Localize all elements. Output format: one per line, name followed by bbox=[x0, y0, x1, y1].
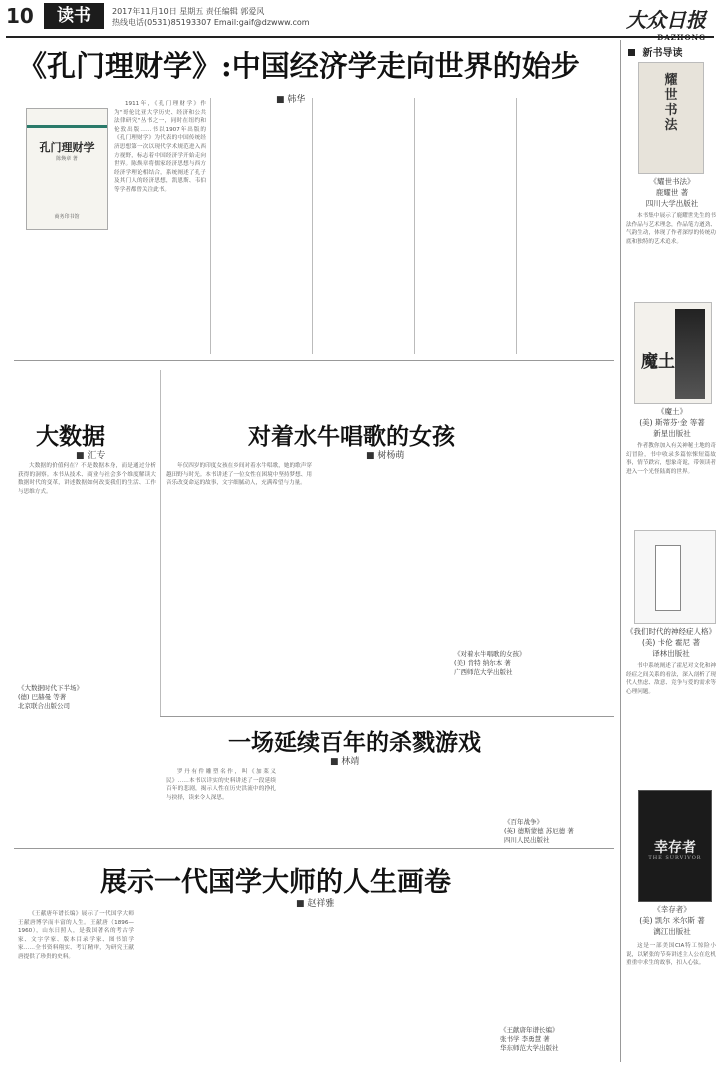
cover-publisher: 商务印书馆 bbox=[54, 214, 80, 220]
book-title: 《我们时代的神经症人格》 bbox=[626, 627, 716, 636]
article1-col-4 bbox=[420, 100, 512, 354]
book-publisher: 四川大学出版社 bbox=[645, 199, 699, 208]
article5-col-4 bbox=[372, 910, 482, 1060]
book-author: 张书学 李勇慧 著 bbox=[500, 1035, 550, 1043]
page-header bbox=[0, 0, 720, 38]
sidebar-book-4-cover bbox=[638, 790, 712, 902]
article5-col-5 bbox=[488, 910, 614, 1030]
article2-headline: 大数据 bbox=[36, 423, 105, 450]
book-publisher: 译林出版社 bbox=[652, 649, 690, 658]
article1-col-0 bbox=[20, 238, 108, 354]
article5-col-2 bbox=[140, 910, 250, 1060]
blurb-text: 书中系统阐述了霍尼对文化和神经症之间关系的看法，深入剖析了现代人焦虑、敌意、竞争与爱的需求等心理问题。 bbox=[626, 663, 716, 695]
article4-col-2 bbox=[282, 768, 388, 832]
article5-col-1 bbox=[18, 910, 134, 1060]
book-title: 《幸存者》 bbox=[653, 905, 691, 914]
sidebar-book-2-cover bbox=[634, 302, 712, 404]
book-author: 鹿耀世 著 bbox=[655, 188, 689, 197]
sidebar-book-1-info bbox=[626, 176, 718, 209]
article3-col-1 bbox=[166, 462, 312, 708]
article4-col-1 bbox=[166, 768, 276, 832]
contact-line: 热线电话(0531)85193307 Email:gaif@dzwww.com bbox=[112, 18, 310, 27]
article2-body: 大数据的价值何在？不是数据本身，而是通过分析获得的洞察。本书从技术、商业与社会多个维度解读大数据时代的变革，讲述数据如何改变我们的生活、工作与思维方式。 bbox=[18, 463, 156, 495]
article1-col-3 bbox=[318, 100, 410, 354]
section-label: 读书 bbox=[44, 3, 104, 29]
article3-headline: 对着水牛唱歌的女孩 bbox=[248, 423, 455, 450]
sidebar-book-1-cover bbox=[638, 62, 704, 174]
article1-body: 1911年，《孔门理财学》作为"哥伦比亚大学历史、经济和公共法律研究"丛书之一，同时在纽约和伦敦出版……书以1907年出版的《孔门理财学》为代表的中国传统经济思想第一次以现代学术规范进入西方视野，标志着中国经济学开始走向世界。陈焕章将儒家经济思想与西方经济学理论相结合，系统阐述了孔子及其门人的经济思想，凯恩斯、韦伯等学者都曾关注此书。 bbox=[114, 101, 206, 193]
article5-headline: 展示一代国学大师的人生画卷 bbox=[100, 867, 451, 898]
book-author: (美) 斯蒂芬·金 等著 bbox=[639, 418, 705, 427]
separator bbox=[210, 98, 211, 354]
sidebar-book-1-blurb bbox=[626, 212, 716, 296]
sidebar-book-2-info bbox=[626, 406, 718, 439]
blurb-text: 作者教你加入有关神秘土地的奇幻冒险，书中收录多篇惊悚短篇故事，情节跌宕，想象奇诡，带领读者进入一个光怪陆离的世界。 bbox=[626, 443, 716, 475]
book-author: (德) 巴赫曼 等著 bbox=[18, 693, 67, 701]
article4-book-info bbox=[504, 818, 614, 845]
article5-col-3 bbox=[256, 910, 366, 1060]
date-line: 2017年11月10日 星期五 责任编辑 郭爱风 bbox=[112, 7, 265, 16]
article4-author: ■ 林靖 bbox=[330, 757, 360, 767]
cover-title: 孔门理财学 bbox=[39, 141, 95, 154]
book-author: (美) 凯尔 米尔斯 著 bbox=[639, 916, 705, 925]
article3-author: ■ 树杨萌 bbox=[366, 451, 405, 461]
separator bbox=[160, 370, 161, 716]
article1-col-2 bbox=[216, 100, 308, 354]
cover-title: 耀世书法 bbox=[664, 73, 678, 133]
article4-col-4 bbox=[504, 760, 614, 820]
article3-col-3 bbox=[424, 462, 528, 662]
article4-headline: 一场延续百年的杀戮游戏 bbox=[228, 729, 481, 756]
article3-col-2 bbox=[318, 462, 418, 708]
book-publisher: 四川人民出版社 bbox=[504, 836, 550, 844]
book-author: (美) 卡伦 霍尼 著 bbox=[641, 638, 700, 647]
article3-book-info bbox=[454, 650, 544, 677]
article1-col-1 bbox=[114, 100, 206, 230]
article1-col-5 bbox=[522, 100, 614, 354]
sidebar-book-2-blurb bbox=[626, 442, 716, 518]
cover-art bbox=[675, 309, 705, 399]
article5-book-info bbox=[500, 1026, 610, 1053]
book-title: 《魔土》 bbox=[657, 407, 687, 416]
book-title: 《百年战争》 bbox=[504, 818, 543, 826]
separator bbox=[414, 98, 415, 354]
sidebar-book-3-cover bbox=[634, 530, 716, 624]
article5-body: 《王献唐年谱长编》展示了一代国学大师王献唐博学而丰富的人生。王献唐（1896—1960），山东日照人，是我国著名的考古学家、文字学家、版本目录学家、图书馆学家……全书资料翔实、考订精审，为研究王献唐提供了珍贵的史料。 bbox=[18, 911, 134, 960]
book-publisher: 漓江出版社 bbox=[653, 927, 691, 936]
cover-title: 幸存者 bbox=[654, 840, 696, 856]
article1-author: ■ 韩华 bbox=[276, 95, 306, 105]
article4-body: 罗丹有件雕塑名作，叫《加莱义民》……本书以详实的史料讲述了一段延续百年的悲剧，揭示人性在历史洪流中的挣扎与抉择，读来令人深思。 bbox=[166, 769, 276, 801]
header-rule bbox=[6, 36, 714, 38]
page-number: 10 bbox=[6, 4, 34, 28]
sidebar-separator bbox=[620, 40, 621, 1062]
sidebar-heading-text: 新书导读 bbox=[642, 48, 683, 59]
article3-body: 年仅四岁的印度女孩在乡间对着水牛唱歌，她的歌声穿越田野与时光。本书讲述了一位女性在困境中坚持梦想、用音乐改变命运的故事，文字细腻动人，充满希望与力量。 bbox=[166, 463, 312, 487]
book-author: (英) 德斯蒙德 苏厄德 著 bbox=[504, 827, 574, 835]
book-title: 《王献唐年谱长编》 bbox=[500, 1026, 559, 1034]
article2-book-info bbox=[18, 684, 156, 711]
book-publisher: 华东师范大学出版社 bbox=[500, 1044, 559, 1052]
cover-author: 陈焕章 著 bbox=[56, 156, 78, 162]
square-bullet-icon bbox=[628, 49, 635, 56]
book-title: 《对着水牛唱歌的女孩》 bbox=[454, 650, 526, 658]
article1-headline: 《孔门理财学》:中国经济学走向世界的始步 bbox=[18, 49, 580, 83]
article2-author: ■ 汇专 bbox=[76, 451, 106, 461]
sidebar-heading bbox=[628, 44, 682, 59]
blurb-text: 这是一部美国CIA特工惊险小说，以紧张的节奏讲述主人公在危机重重中求生的故事，扣人心弦。 bbox=[626, 943, 716, 967]
article4-col-3 bbox=[394, 768, 498, 832]
book-title: 《大数据时代下半场》 bbox=[18, 684, 83, 692]
separator bbox=[312, 98, 313, 354]
cover-art bbox=[655, 545, 681, 611]
book-publisher: 北京联合出版公司 bbox=[18, 702, 70, 710]
sidebar-book-3-blurb bbox=[626, 662, 716, 762]
divider bbox=[160, 716, 614, 717]
divider bbox=[14, 848, 614, 849]
sidebar-book-4-info bbox=[626, 904, 718, 937]
blurb-text: 本书集中展示了鹿耀世先生的书法作品与艺术理念，作品笔力遒劲、气韵生动，体现了作者深厚的传统功底和独特的艺术追求。 bbox=[626, 213, 716, 245]
article3-col-4 bbox=[534, 370, 614, 710]
paper-name-text: 大众日报 bbox=[626, 8, 706, 32]
separator bbox=[516, 98, 517, 354]
cover-subtitle: THE SURVIVOR bbox=[648, 855, 702, 861]
sidebar-book-3-info bbox=[624, 626, 718, 659]
book-publisher: 新星出版社 bbox=[653, 429, 691, 438]
divider bbox=[14, 360, 614, 361]
book-title: 《耀世书法》 bbox=[649, 177, 695, 186]
cover-stripe bbox=[27, 125, 107, 128]
header-meta bbox=[112, 6, 310, 28]
book-publisher: 广西师范大学出版社 bbox=[454, 668, 513, 676]
cover-title: 魔土 bbox=[641, 352, 675, 372]
book-author: (美) 肯特 纳尔本 著 bbox=[454, 659, 511, 667]
sidebar-book-4-blurb bbox=[626, 942, 716, 1060]
article1-book-cover bbox=[26, 108, 108, 230]
article5-author: ■ 赵祥雅 bbox=[296, 899, 335, 909]
article2-text bbox=[18, 462, 156, 682]
